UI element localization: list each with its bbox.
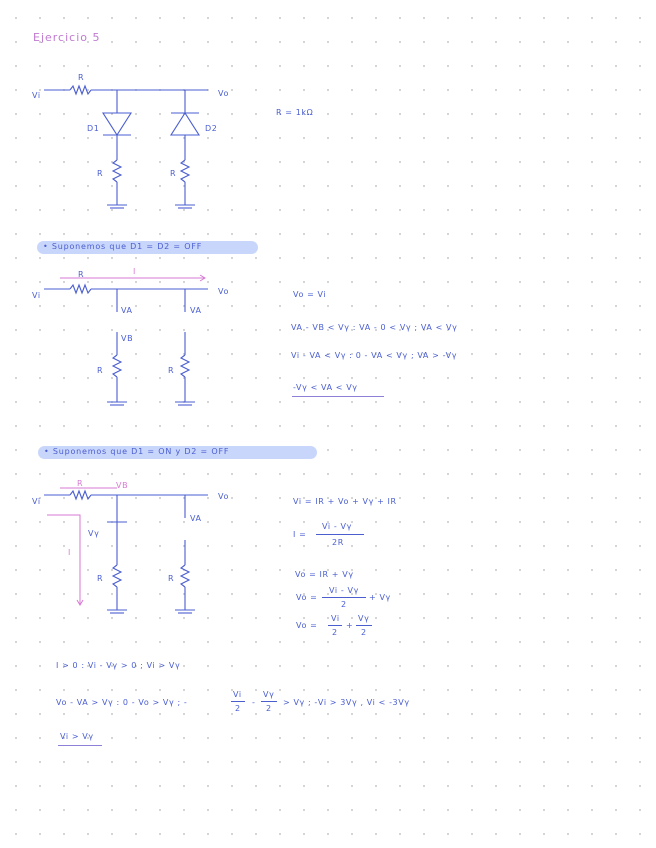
assumption-banner-1-text: • Suponemos que D1 = D2 = OFF [43,242,203,251]
circuit2-r2-label: R [168,366,175,375]
section2-eq5-num2: Vγ [358,614,370,623]
section2-eq5-fraction-bar1 [328,625,342,626]
circuit2-va-label: VA [121,306,133,315]
circuit1-r2-label: R [170,169,177,178]
circuit3-va-label: VA [190,514,202,523]
section2-eq4-rhs: + Vγ [369,593,391,602]
section2-eq4-fraction-bar [322,597,366,598]
section2-derivation-den1: 2 [235,704,241,713]
circuit1-vo-label: Vo [218,89,229,98]
circuit1-vi-label: Vi [32,91,41,100]
circuit1-r1-label: R [97,169,104,178]
circuit2-vi-label: Vi [32,291,41,300]
circuit2-vo-label: Vo [218,287,229,296]
section2-eq4-num: Vi - Vγ [329,586,359,595]
circuit3-r1-label: R [97,574,104,583]
assumption-banner-2-text: • Suponemos que D1 = ON y D2 = OFF [44,447,230,456]
section2-eq1: Vi = IR + Vo + Vγ + IR [293,497,397,506]
section2-eq5-den2: 2 [361,628,367,637]
section1-eq1: Vo = Vi [293,290,327,299]
circuit1-d2-label: D2 [205,124,218,133]
section2-eq2-lhs: I = [293,530,307,539]
section2-eq4-lhs: Vo = [296,593,318,602]
section2-eq5-num1: Vi [331,614,340,623]
circuit3-r2-label: R [168,574,175,583]
section2-eq4-den: 2 [341,600,347,609]
section2-eq5-fraction-bar2 [356,625,372,626]
circuit3-current-label: I [68,548,71,557]
section2-eq2-fraction-bar [316,534,364,535]
circuit2-r1-label: R [97,366,104,375]
section2-eq3: Vo = IR + Vγ [295,570,354,579]
section2-derivation-part-b: > Vγ ; -Vi > 3Vγ , Vi < -3Vγ [283,698,410,707]
circuit1-d1-label: D1 [87,124,100,133]
assumption-banner-2 [38,446,317,459]
section2-derivation-part-a: Vo - VA > Vγ : 0 - Vo > Vγ ; - [56,698,188,707]
circuit2-vb-label: VB [121,334,134,343]
section2-derivation-num1: Vi [233,690,242,699]
circuit2-current-label: I [133,267,136,276]
section2-eq5-lhs: Vo = [296,621,318,630]
circuit3-r-label: R [77,479,84,488]
section2-derivation-num2: Vγ [263,690,275,699]
resistance-note: R = 1kΩ [276,108,314,117]
section1-eq2: VA - VB < Vγ : VA - 0 < Vγ ; VA < Vγ [291,323,458,332]
circuit3-vo-label: Vo [218,492,229,501]
section2-derivation-fraction-bar2 [261,701,277,702]
section1-eq3: Vi - VA < Vγ : 0 - VA < Vγ ; VA > -Vγ [291,351,458,360]
circuit2-va-right-label: VA [190,306,202,315]
section2-eq2-num: Vi - Vγ [322,522,352,531]
circuit3-vgamma-label: Vγ [88,529,100,538]
section1-result-underline [292,396,384,397]
section2-eq5-den1: 2 [332,628,338,637]
circuit3-vi-label: Vi [32,497,41,506]
section2-result: Vi > Vγ [60,732,94,741]
section2-eq2-den: 2R [332,538,344,547]
section2-derivation-minus: - [252,698,256,707]
circuit1-r-label: R [78,73,85,82]
section2-condition-line: I > 0 : Vi - Vγ > 0 ; Vi > Vγ [56,661,181,670]
section2-derivation-fraction-bar1 [231,701,245,702]
section2-eq5-plus: + [346,621,354,630]
circuit3-vb-label: VB [116,481,129,490]
assumption-banner-1 [37,241,258,254]
circuit2-r-label: R [78,270,85,279]
section2-result-underline [58,745,102,746]
section1-result: -Vγ < VA < Vγ [293,383,358,392]
page-title: Ejercicio 5 [33,31,101,44]
section2-derivation-den2: 2 [266,704,272,713]
